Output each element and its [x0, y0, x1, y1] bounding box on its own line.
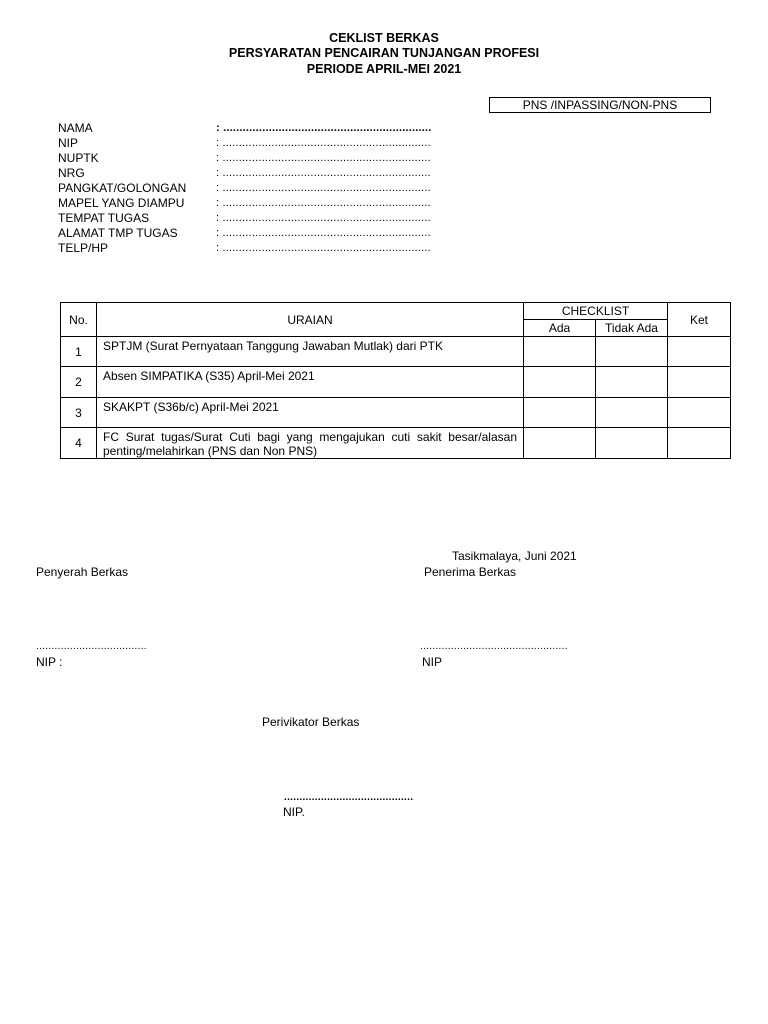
cell-ket[interactable] — [668, 367, 731, 398]
cell-ada[interactable] — [524, 337, 596, 367]
field-label-mapel: MAPEL YANG DIAMPU — [58, 196, 185, 210]
submitter-label: Penyerah Berkas — [36, 565, 129, 579]
table-row — [61, 398, 731, 428]
row-description: Absen SIMPATIKA (S35) April-Mei 2021 — [97, 367, 524, 398]
row-description: SPTJM (Surat Pernyataan Tanggung Jawaban Mutlak) dari PTK — [97, 337, 524, 367]
field-value-pangkat: : ................................................................ — [216, 182, 431, 194]
cell-tidak-ada[interactable] — [596, 367, 668, 398]
document-title: CEKLIST BERKAS — [329, 31, 439, 45]
document-subtitle: PERSYARATAN PENCAIRAN TUNJANGAN PROFESI — [228, 46, 540, 60]
row-description: FC Surat tugas/Surat Cuti bagi yang mengajukan cuti sakit besar/alasan penting/melahirkan (PNS dan Non PNS) — [97, 428, 524, 459]
cell-ket[interactable] — [668, 337, 731, 367]
field-value-nrg: : ................................................................ — [216, 167, 431, 179]
header-ket: Ket — [668, 303, 731, 337]
row-number: 4 — [61, 428, 97, 459]
receiver-label: Penerima Berkas — [424, 565, 517, 579]
field-value-tempat-tugas: : ................................................................ — [216, 212, 431, 224]
field-label-alamat: ALAMAT TMP TUGAS — [58, 226, 178, 240]
cell-tidak-ada[interactable] — [596, 337, 668, 367]
field-value-nuptk: : ................................................................ — [216, 152, 431, 164]
field-label-telp: TELP/HP — [58, 241, 109, 255]
row-number: 2 — [61, 367, 97, 398]
header-uraian: URAIAN — [97, 303, 524, 337]
table-header-row — [61, 303, 731, 320]
cell-ket[interactable] — [668, 428, 731, 459]
field-label-pangkat: PANGKAT/GOLONGAN — [58, 181, 187, 195]
cell-tidak-ada[interactable] — [596, 428, 668, 459]
cell-ada[interactable] — [524, 398, 596, 428]
category-box: PNS /INPASSING/NON-PNS — [489, 97, 711, 113]
receiver-nip: NIP — [422, 655, 443, 669]
row-description: SKAKPT (S36b/c) April-Mei 2021 — [97, 398, 524, 428]
submitter-signature-line: .................................... — [36, 641, 147, 652]
place-date: Tasikmalaya, Juni 2021 — [452, 549, 577, 563]
field-value-telp: : ................................................................ — [216, 242, 431, 254]
verifier-signature-line: .......................................... — [284, 792, 414, 803]
cell-ket[interactable] — [668, 398, 731, 428]
table-row — [61, 367, 731, 398]
receiver-signature-line: ................................................ — [420, 641, 568, 652]
checklist-table — [60, 302, 731, 459]
field-label-nrg: NRG — [58, 166, 85, 180]
field-label-nuptk: NUPTK — [58, 151, 99, 165]
header-checklist: CHECKLIST — [524, 303, 668, 320]
row-number: 3 — [61, 398, 97, 428]
field-value-nama: : ................................................................ — [216, 122, 432, 134]
verifier-nip: NIP. — [283, 805, 305, 819]
table-row — [61, 428, 731, 459]
cell-ada[interactable] — [524, 367, 596, 398]
cell-tidak-ada[interactable] — [596, 398, 668, 428]
header-tidak-ada: Tidak Ada — [596, 320, 668, 337]
field-label-nip: NIP — [58, 136, 79, 150]
header-ada: Ada — [524, 320, 596, 337]
field-value-mapel: : ................................................................ — [216, 197, 431, 209]
document-period: PERIODE APRIL-MEI 2021 — [306, 62, 462, 76]
submitter-nip: NIP : — [36, 655, 63, 669]
field-value-nip: : ................................................................ — [216, 137, 431, 149]
field-label-nama: NAMA — [58, 121, 93, 135]
header-no: No. — [61, 303, 97, 337]
row-number: 1 — [61, 337, 97, 367]
verifier-label: Perivikator Berkas — [262, 715, 360, 729]
field-label-tempat-tugas: TEMPAT TUGAS — [58, 211, 150, 225]
field-value-alamat: : ................................................................ — [216, 227, 431, 239]
table-row — [61, 337, 731, 367]
cell-ada[interactable] — [524, 428, 596, 459]
